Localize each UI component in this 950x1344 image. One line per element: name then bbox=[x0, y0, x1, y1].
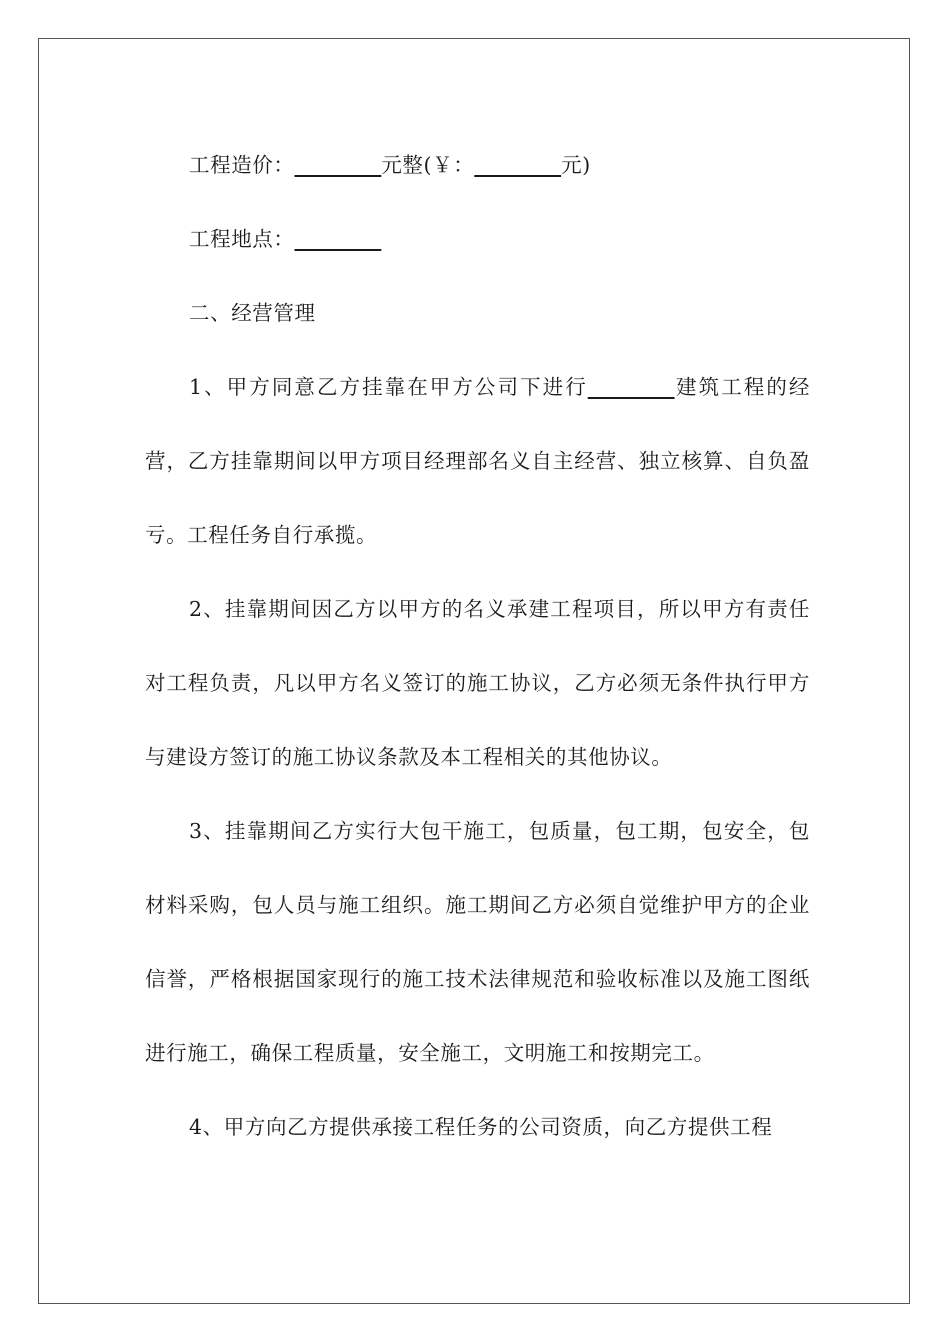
cost-amount-blank: ________ bbox=[294, 153, 382, 177]
clause-4-text: 4、甲方向乙方提供承接工程任务的公司资质，向乙方提供工程 bbox=[189, 1115, 773, 1139]
location-label: 工程地点： bbox=[189, 227, 295, 251]
clause-1-text-start: 1、甲方同意乙方挂靠在甲方公司下进行 bbox=[189, 375, 588, 399]
section-heading-management bbox=[145, 276, 810, 350]
clause-1-text-end: 建筑工程的经营，乙方挂靠期间以甲方项目经理部名义自主经营、独立核算、自负盈亏。工程任务自行承揽。 bbox=[145, 375, 811, 547]
location-blank: ________ bbox=[294, 227, 382, 251]
clause-3 bbox=[145, 794, 810, 1090]
paragraph-project-location bbox=[145, 202, 810, 276]
clause-4 bbox=[145, 1090, 810, 1164]
clause-2 bbox=[145, 572, 810, 794]
cost-close-text: 元) bbox=[561, 153, 591, 177]
section-heading-text: 二、经营管理 bbox=[189, 301, 316, 325]
paragraph-project-cost bbox=[145, 128, 810, 202]
cost-figure-blank: ________ bbox=[474, 153, 562, 177]
document-body bbox=[145, 128, 810, 1164]
clause-1 bbox=[145, 350, 810, 572]
cost-label: 工程造价： bbox=[189, 153, 295, 177]
clause-2-text: 2、挂靠期间因乙方以甲方的名义承建工程项目，所以甲方有责任对工程负责，凡以甲方名义签订的施工协议，乙方必须无条件执行甲方与建设方签订的施工协议条款及本工程相关的其他协议。 bbox=[145, 597, 810, 769]
clause-3-text: 3、挂靠期间乙方实行大包干施工，包质量，包工期，包安全，包材料采购，包人员与施工组织。施工期间乙方必须自觉维护甲方的企业信誉，严格根据国家现行的施工技术法律规范和验收标准以及施工图纸进行施工，确保工程质量，安全施工，文明施工和按期完工。 bbox=[145, 819, 810, 1065]
clause-1-blank: ________ bbox=[587, 375, 675, 399]
cost-unit-text: 元整(￥： bbox=[381, 153, 475, 177]
